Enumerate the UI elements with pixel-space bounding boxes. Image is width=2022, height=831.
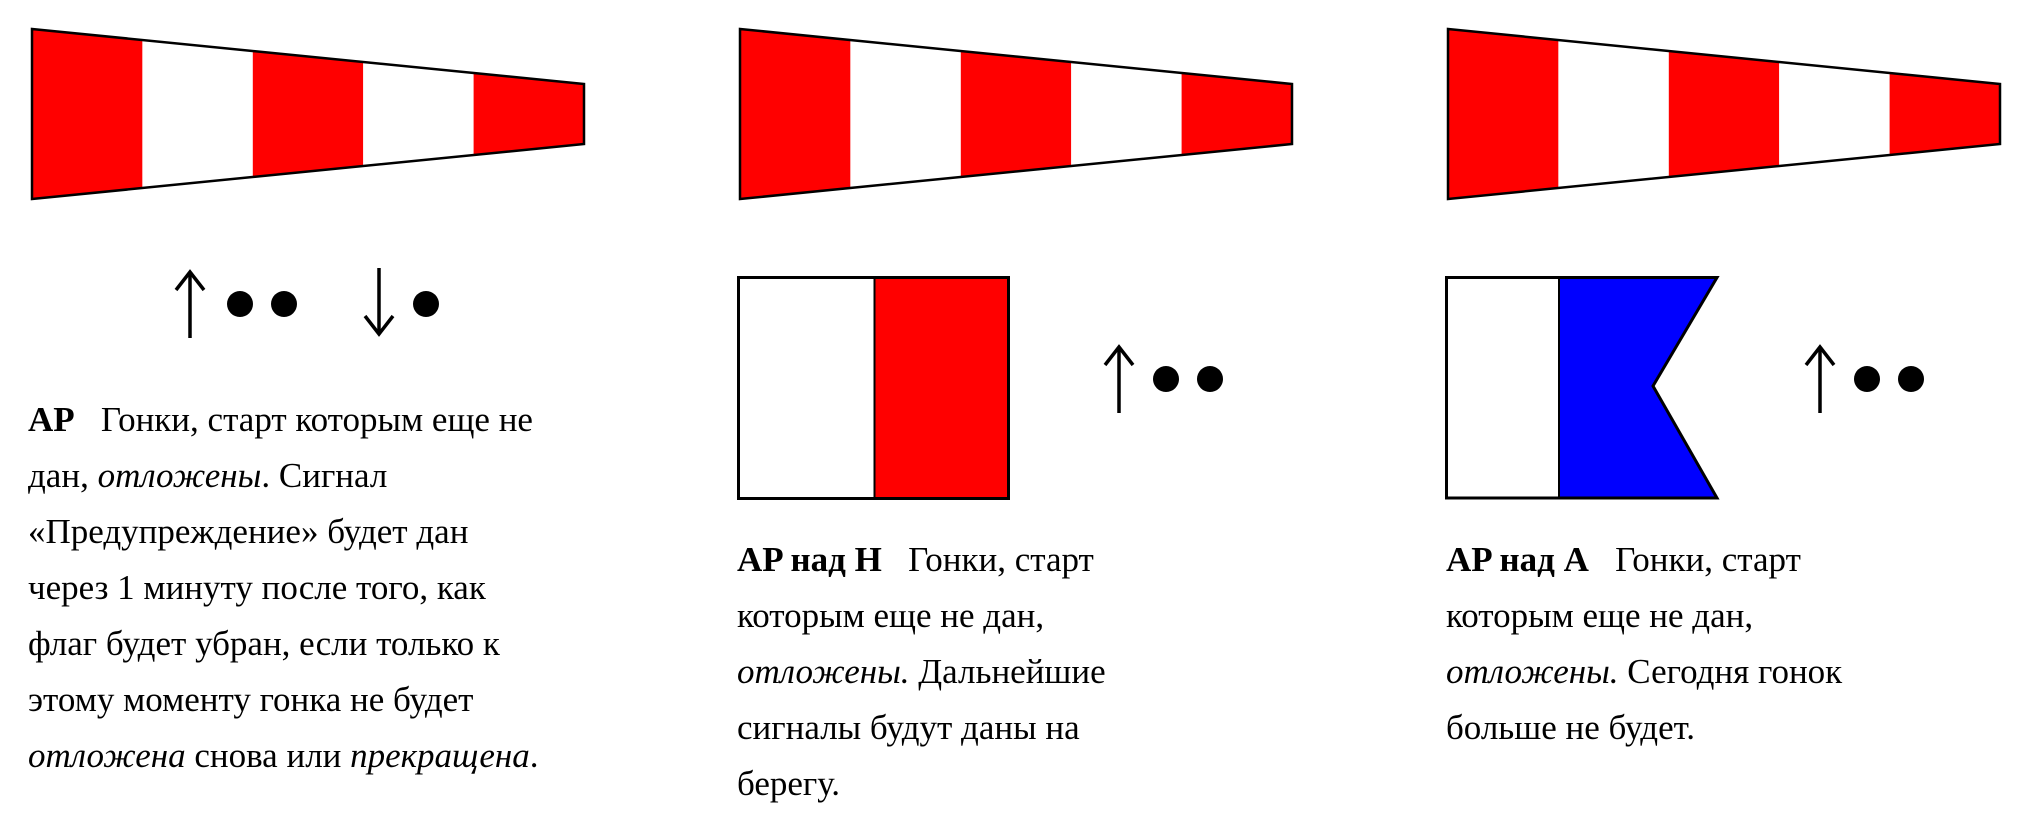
sound-dot	[413, 291, 439, 317]
pennant-red-band	[253, 51, 363, 177]
pennant-red-band	[474, 73, 584, 155]
sound-signal-dots	[1853, 364, 1945, 394]
text-segment: через 1 минуту после того, как	[28, 568, 486, 607]
sound-dot	[1153, 366, 1179, 392]
text-segment: сигналы будут даны на	[737, 708, 1080, 747]
description-line	[1446, 588, 1842, 644]
emphasis-text: отложены.	[737, 652, 910, 691]
description-line	[28, 616, 539, 672]
sound-dot	[227, 291, 253, 317]
description-line	[28, 560, 539, 616]
sound-dot	[1898, 366, 1924, 392]
emphasis-text: прекращена	[350, 736, 530, 775]
text-segment: которым еще не дан,	[737, 596, 1045, 635]
text-segment: Гонки, старт	[1615, 540, 1801, 579]
ap-pennant-2	[738, 27, 1294, 202]
text-segment: флаг будет убран, если только к	[28, 624, 500, 663]
text-segment: этому моменту гонка не будет	[28, 680, 474, 719]
signal-code: AP над H	[737, 540, 882, 579]
a-flag-icon	[1445, 276, 1727, 502]
pennant-red-band	[1448, 29, 1558, 199]
pennant-white-band	[1558, 40, 1668, 188]
text-segment: больше не будет.	[1446, 708, 1696, 747]
sound-signal-down-arrow-icon	[359, 266, 399, 338]
text-segment: Гонки, старт которым еще не	[100, 400, 533, 439]
description-line	[28, 392, 539, 448]
pennant-white-band	[1779, 62, 1889, 166]
emphasis-text: отложены	[97, 456, 262, 495]
description-line	[1446, 532, 1842, 588]
ap-pennant-3	[1446, 27, 2002, 202]
sound-signal-up-arrow-icon	[170, 268, 210, 340]
sound-dot	[1854, 366, 1880, 392]
pennant-red-band	[1669, 51, 1779, 177]
description-line	[28, 672, 539, 728]
text-segment: дан,	[28, 456, 98, 495]
description-line	[28, 448, 539, 504]
pennant-white-band	[363, 62, 473, 166]
text-segment: Дальнейшие	[909, 652, 1106, 691]
description-line	[737, 756, 1106, 812]
text-segment: .	[529, 736, 539, 775]
pennant-red-band	[32, 29, 142, 199]
description-line	[737, 588, 1106, 644]
ap-pennant-1	[30, 27, 586, 202]
signal-description-ap	[28, 392, 539, 784]
sound-signal-up-arrow-icon	[1099, 343, 1139, 415]
emphasis-text: отложены.	[1446, 652, 1619, 691]
signal-code: AP	[28, 400, 75, 439]
text-segment: которым еще не дан,	[1446, 596, 1754, 635]
signal-description-ap-over-a	[1446, 532, 1842, 756]
text-segment: . Сигнал	[261, 456, 388, 495]
pennant-white-band	[850, 40, 960, 188]
signal-code: AP над A	[1446, 540, 1589, 579]
text-segment: «Предупреждение» будет дан	[28, 512, 469, 551]
pennant-red-band	[740, 29, 850, 199]
h-flag-icon	[737, 276, 1011, 502]
description-line	[737, 644, 1106, 700]
sound-signal-up-arrow-icon	[1800, 343, 1840, 415]
sound-signal-dots	[1152, 364, 1244, 394]
text-segment: снова или	[185, 736, 351, 775]
pennant-white-band	[1071, 62, 1181, 166]
description-line	[737, 532, 1106, 588]
pennant-red-band	[1890, 73, 2000, 155]
sound-dot	[271, 291, 297, 317]
description-line	[1446, 644, 1842, 700]
sound-signal-dots	[412, 289, 458, 319]
emphasis-text: отложена	[28, 736, 186, 775]
text-segment: Гонки, старт	[908, 540, 1094, 579]
pennant-red-band	[961, 51, 1071, 177]
text-segment: Сегодня гонок	[1618, 652, 1843, 691]
pennant-red-band	[1182, 73, 1292, 155]
description-line	[28, 728, 539, 784]
pennant-white-band	[142, 40, 252, 188]
description-line	[1446, 700, 1842, 756]
description-line	[28, 504, 539, 560]
text-segment: берегу.	[737, 764, 841, 803]
description-line	[737, 700, 1106, 756]
sound-signal-dots	[226, 289, 318, 319]
signal-description-ap-over-h	[737, 532, 1106, 812]
sound-dot	[1197, 366, 1223, 392]
